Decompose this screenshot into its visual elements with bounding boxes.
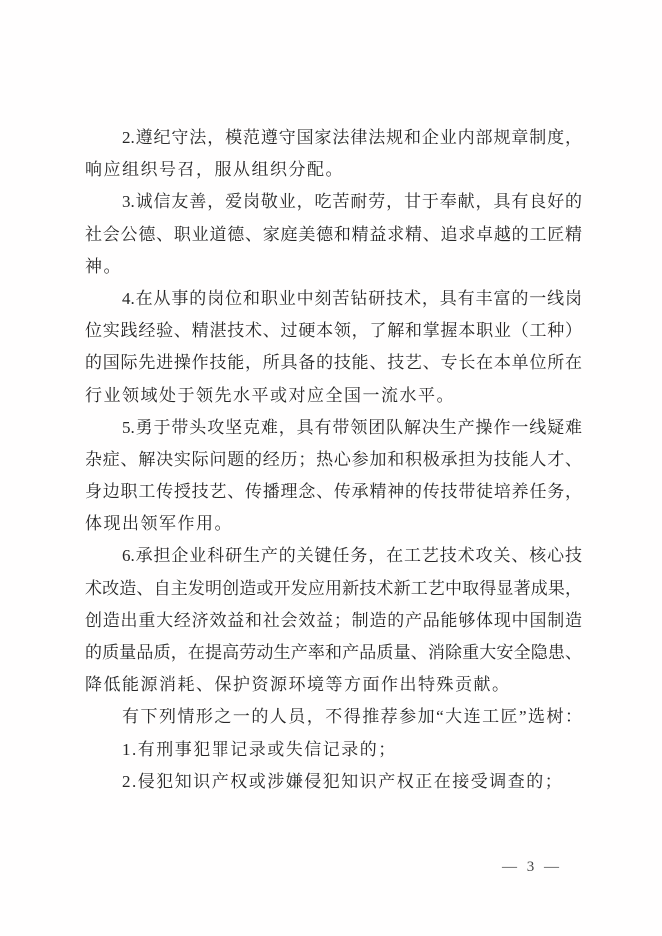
document-line: 5.勇于带头攻坚克难，具有带领团队解决生产操作一线疑难 <box>122 417 582 437</box>
document-line: 降低能源消耗、保护资源环境等方面作出特殊贡献。 <box>85 675 511 695</box>
document-line: 6.承担企业科研生产的关键任务，在工艺技术攻关、核心技 <box>122 546 582 566</box>
document-line: 位实践经验、精湛技术、过硬本领，了解和掌握本职业（工种） <box>85 321 582 341</box>
page-number: — 3 — <box>502 859 562 875</box>
document-line: 体现出领军作用。 <box>85 514 233 534</box>
document-line: 2.侵犯知识产权或涉嫌侵犯知识产权正在接受调查的； <box>122 771 564 791</box>
document-line: 行业领域处于领先水平或对应全国一流水平。 <box>85 385 455 405</box>
document-line: 有下列情形之一的人员，不得推荐参加“大连工匠”选树： <box>122 707 582 727</box>
document-line: 身边职工传授技艺、传播理念、传承精神的传技带徒培养任务， <box>85 482 582 502</box>
document-line: 社会公德、职业道德、家庭美德和精益求精、追求卓越的工匠精 <box>85 224 582 244</box>
document-line: 的质量品质，在提高劳动生产率和产品质量、消除重大安全隐患、 <box>85 643 582 662</box>
document-line: 的国际先进操作技能，所具备的技能、技艺、专长在本单位所在 <box>85 353 582 373</box>
document-body <box>85 122 582 798</box>
document-line: 术改造、自主发明创造或开发应用新技术新工艺中取得显著成果， <box>85 578 582 598</box>
document-line: 1.有刑事犯罪记录或失信记录的； <box>122 739 397 759</box>
document-line: 杂症、解决实际问题的经历；热心参加和积极承担为技能人才、 <box>85 449 582 469</box>
document-line: 4.在从事的岗位和职业中刻苦钻研技术，具有丰富的一线岗 <box>122 288 582 308</box>
document-line: 创造出重大经济效益和社会效益；制造的产品能够体现中国制造 <box>85 610 582 630</box>
document-line: 2.遵纪守法，模范遵守国家法律法规和企业内部规章制度， <box>122 128 582 147</box>
document-line: 3.诚信友善，爱岗敬业，吃苦耐劳，甘于奉献，具有良好的 <box>122 192 582 212</box>
document-line: 响应组织号召，服从组织分配。 <box>85 160 344 180</box>
document-line: 神。 <box>85 256 122 276</box>
